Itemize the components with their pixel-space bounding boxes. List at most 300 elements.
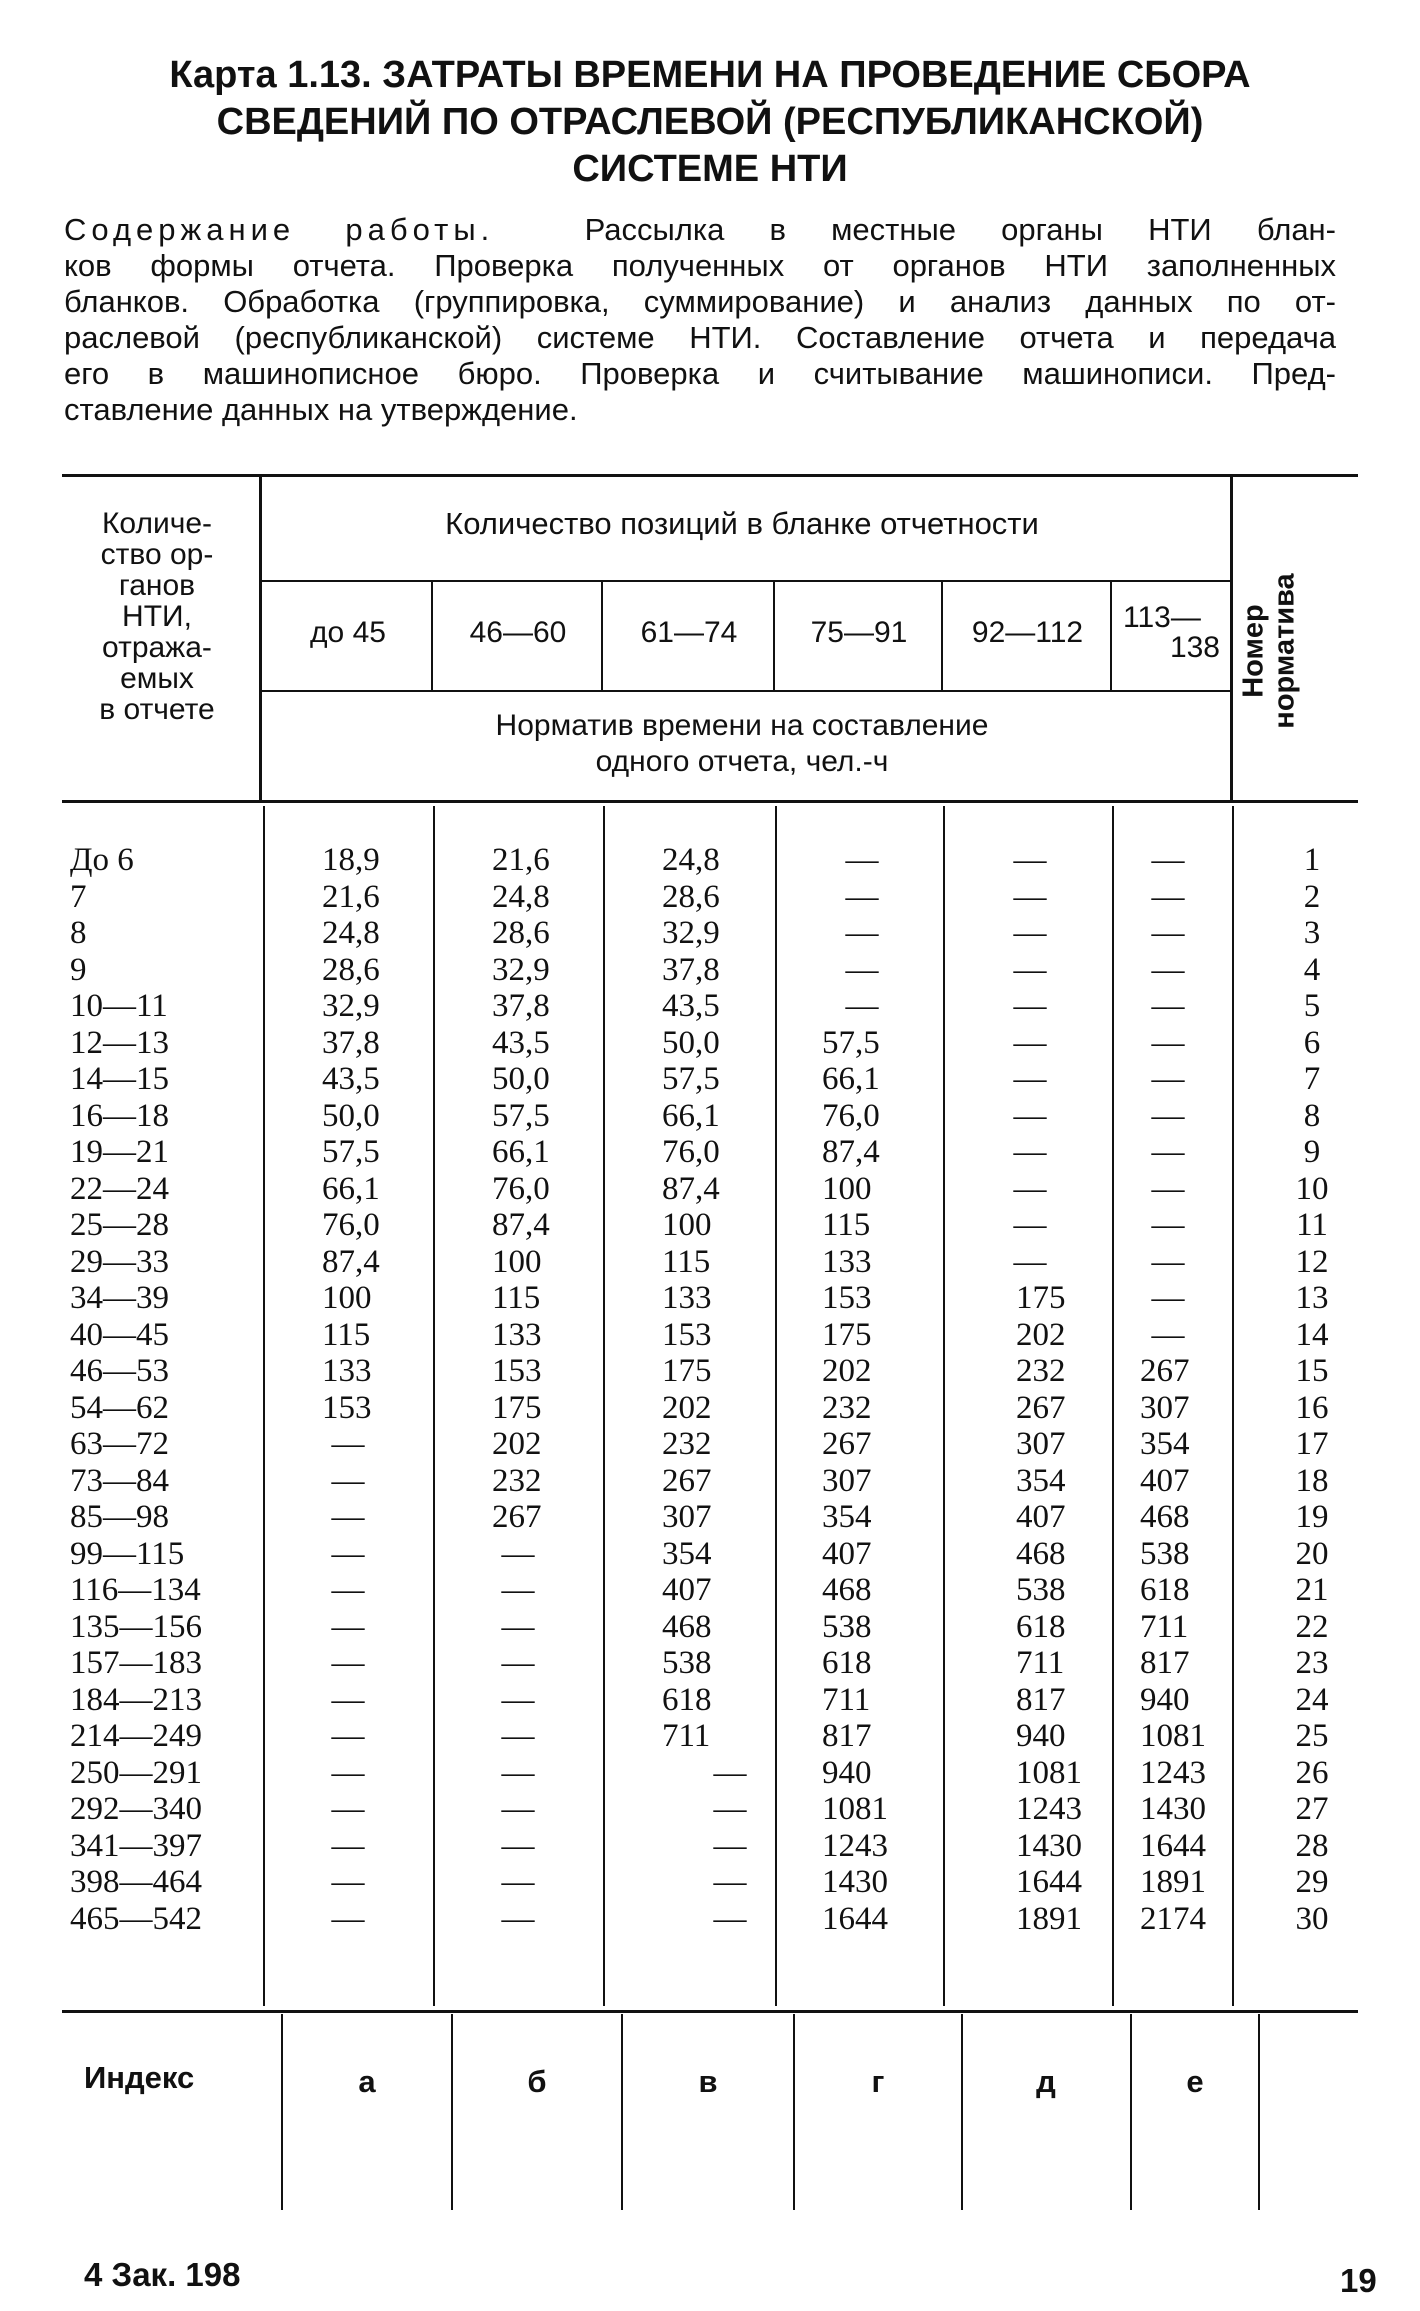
table-row: [0, 1499, 1420, 1536]
print-order-note: 4 Зак. 198: [84, 2256, 241, 2293]
row-label: 54—62: [70, 1389, 169, 1426]
cell-b: 50,0: [492, 1061, 550, 1097]
index-a: а: [358, 2064, 376, 2099]
table-row: [0, 1390, 1420, 1427]
table-row: [0, 1901, 1420, 1938]
cell-d: —: [1013, 988, 1047, 1024]
cell-g: 232: [822, 1389, 872, 1426]
table-row: [0, 1061, 1420, 1098]
cell-b: 100: [492, 1243, 542, 1280]
norm-number: 30: [1295, 1900, 1329, 1937]
cell-g: 115: [822, 1207, 871, 1243]
cell-v: 115: [662, 1243, 711, 1280]
cell-b: 43,5: [492, 1024, 550, 1061]
cell-e: 940: [1140, 1681, 1190, 1718]
cell-b: —: [501, 1608, 535, 1645]
cell-b: 115: [492, 1280, 541, 1316]
row-label: 25—28: [70, 1207, 169, 1243]
row-label: До 6: [70, 842, 134, 878]
table-row: [0, 915, 1420, 952]
header-norm-line-1: Норматив времени на составление: [495, 709, 989, 742]
row-label: 22—24: [70, 1170, 169, 1207]
table-row: [0, 1171, 1420, 1208]
cell-d: —: [1013, 1061, 1047, 1097]
row-label: 184—213: [70, 1681, 202, 1718]
row-label: 46—53: [70, 1353, 169, 1389]
column-header-a: [264, 590, 432, 676]
cell-v: 100: [662, 1207, 712, 1243]
cell-d: —: [1013, 1243, 1047, 1280]
cell-a: —: [331, 1827, 365, 1864]
table-row: [0, 988, 1420, 1025]
cell-e: —: [1151, 988, 1185, 1024]
norm-number: 15: [1295, 1353, 1329, 1389]
cell-g: 711: [822, 1681, 871, 1718]
cell-b: 267: [492, 1499, 542, 1535]
cell-v: 87,4: [662, 1170, 720, 1207]
table-row: [0, 842, 1420, 879]
cell-g: —: [845, 951, 879, 988]
cell-e: 468: [1140, 1499, 1190, 1535]
cell-d: —: [1013, 1024, 1047, 1061]
header-row-label-line: ство ор-: [100, 538, 214, 571]
cell-e: —: [1151, 1097, 1185, 1134]
table-row: [0, 1098, 1420, 1135]
cell-b: 66,1: [492, 1134, 550, 1170]
table-row: [0, 1353, 1420, 1390]
cell-g: 153: [822, 1280, 872, 1316]
column-header-g: [776, 590, 942, 676]
cell-b: 76,0: [492, 1170, 550, 1207]
intro-line-4: раслевой (республиканской) системе НТИ. Составление отчета и передача: [64, 320, 1336, 355]
table-row: [0, 952, 1420, 989]
cell-e: —: [1151, 1243, 1185, 1280]
header-norm-line-2: одного отчета, чел.-ч: [595, 745, 889, 778]
cell-e: 538: [1140, 1535, 1190, 1572]
cell-d: 1430: [1016, 1827, 1082, 1864]
index-g: г: [871, 2064, 885, 2099]
cell-g: 202: [822, 1353, 872, 1389]
cell-b: 175: [492, 1389, 542, 1426]
norm-number: 27: [1295, 1791, 1329, 1827]
cell-v: —: [713, 1827, 747, 1864]
row-label: 99—115: [70, 1535, 185, 1572]
cell-v: —: [713, 1791, 747, 1827]
index-vrule-2: [621, 2014, 623, 2210]
table-row: [0, 1755, 1420, 1792]
cell-d: 618: [1016, 1608, 1066, 1645]
cell-d: —: [1013, 1170, 1047, 1207]
cell-d: 1243: [1016, 1791, 1082, 1827]
norm-number: 11: [1296, 1207, 1328, 1243]
cell-d: —: [1013, 1097, 1047, 1134]
cell-g: 407: [822, 1535, 872, 1572]
row-label: 14—15: [70, 1061, 169, 1097]
cell-d: 354: [1016, 1462, 1066, 1499]
cell-e: —: [1151, 1024, 1185, 1061]
row-label: 465—542: [70, 1900, 202, 1937]
cell-b: 232: [492, 1462, 542, 1499]
cell-d: 202: [1016, 1316, 1066, 1353]
cell-e: 307: [1140, 1389, 1190, 1426]
cell-b: 87,4: [492, 1207, 550, 1243]
intro-lead: Содержание работы.: [64, 212, 495, 247]
cell-v: 538: [662, 1645, 712, 1681]
row-label: 63—72: [70, 1426, 169, 1462]
column-header-text: 92—112: [971, 616, 1084, 649]
cell-a: —: [331, 1499, 365, 1535]
cell-d: —: [1013, 878, 1047, 915]
cell-d: 711: [1016, 1645, 1065, 1681]
cell-e: —: [1151, 878, 1185, 915]
cell-g: 618: [822, 1645, 872, 1681]
title-line-2: СВЕДЕНИЙ ПО ОТРАСЛЕВОЙ (РЕСПУБЛИКАНСКОЙ): [216, 101, 1204, 143]
cell-v: 66,1: [662, 1097, 720, 1134]
cell-e: 817: [1140, 1645, 1190, 1681]
cell-g: —: [845, 988, 879, 1024]
header-positions-count: Количество позиций в бланке отчетности: [445, 506, 1039, 541]
header-norm-number: [1232, 506, 1308, 796]
cell-a: —: [331, 1718, 365, 1754]
cell-v: 618: [662, 1681, 712, 1718]
cell-d: 175: [1016, 1280, 1066, 1316]
cell-g: 1081: [822, 1791, 888, 1827]
cell-g: 468: [822, 1572, 872, 1608]
cell-b: 21,6: [492, 842, 550, 878]
cell-d: 407: [1016, 1499, 1066, 1535]
cell-v: 407: [662, 1572, 712, 1608]
norm-number: 18: [1295, 1462, 1329, 1499]
page-number: 19: [1340, 2262, 1377, 2299]
cell-a: 43,5: [322, 1061, 380, 1097]
cell-v: 202: [662, 1389, 712, 1426]
row-label: 7: [70, 878, 87, 915]
cell-b: —: [501, 1864, 535, 1900]
index-vrule-6: [1258, 2014, 1260, 2210]
cell-a: 24,8: [322, 915, 380, 951]
norm-number: 19: [1295, 1499, 1329, 1535]
table-row: [0, 1718, 1420, 1755]
card-title: [100, 52, 1320, 193]
norm-number: 22: [1295, 1608, 1329, 1645]
cell-g: 940: [822, 1754, 872, 1791]
row-label: 40—45: [70, 1316, 169, 1353]
index-vrule-4: [961, 2014, 963, 2210]
column-header-b: [434, 590, 602, 676]
index-top-rule: [62, 2010, 1358, 2013]
cell-e: 407: [1140, 1462, 1190, 1499]
cell-e: 1891: [1140, 1864, 1206, 1900]
header-norm-label: [262, 708, 1222, 780]
table-row: [0, 1244, 1420, 1281]
norm-number: 9: [1303, 1134, 1321, 1170]
table-row: [0, 1536, 1420, 1573]
intro-line-3: бланков. Обработка (группировка, суммирование) и анализ данных по от-: [64, 284, 1336, 319]
cell-d: 1891: [1016, 1900, 1082, 1937]
row-label: 116—134: [70, 1572, 201, 1608]
table-row: [0, 1828, 1420, 1865]
cell-v: 711: [662, 1718, 711, 1754]
header-row-label: [62, 508, 252, 725]
cell-d: 1081: [1016, 1754, 1082, 1791]
cell-e: 711: [1140, 1608, 1189, 1645]
work-content-paragraph: [64, 212, 1336, 428]
index-e: е: [1186, 2064, 1204, 2099]
table-row: [0, 1025, 1420, 1062]
table-row: [0, 1682, 1420, 1719]
row-label: 292—340: [70, 1791, 202, 1827]
cell-a: 76,0: [322, 1207, 380, 1243]
index-b: б: [527, 2064, 547, 2099]
row-label: 73—84: [70, 1462, 169, 1499]
cell-g: 267: [822, 1426, 872, 1462]
cell-b: —: [501, 1827, 535, 1864]
cell-v: —: [713, 1900, 747, 1937]
cell-a: —: [331, 1535, 365, 1572]
cell-a: —: [331, 1645, 365, 1681]
row-label: 250—291: [70, 1754, 202, 1791]
cell-v: 175: [662, 1353, 712, 1389]
cell-a: —: [331, 1462, 365, 1499]
cell-v: 267: [662, 1462, 712, 1499]
cell-d: 307: [1016, 1426, 1066, 1462]
table-row: [0, 1426, 1420, 1463]
cell-e: —: [1151, 1280, 1185, 1316]
index-vrule-3: [793, 2014, 795, 2210]
cell-a: 87,4: [322, 1243, 380, 1280]
norm-number: 21: [1295, 1572, 1329, 1608]
cell-b: —: [501, 1718, 535, 1754]
norm-number: 12: [1295, 1243, 1329, 1280]
cell-g: —: [845, 842, 879, 878]
cell-b: 24,8: [492, 878, 550, 915]
cell-b: —: [501, 1681, 535, 1718]
column-header-text: 75—91: [810, 616, 908, 649]
index-vrule-1: [451, 2014, 453, 2210]
header-row-label-line: ганов: [118, 569, 196, 602]
norm-number: 23: [1295, 1645, 1329, 1681]
title-line-1: Карта 1.13. ЗАТРАТЫ ВРЕМЕНИ НА ПРОВЕДЕНИЕ СБОРА: [169, 54, 1251, 96]
cell-v: 28,6: [662, 878, 720, 915]
table-row: [0, 1572, 1420, 1609]
table-row: [0, 1463, 1420, 1500]
cell-e: —: [1151, 1134, 1185, 1170]
column-header-text: до 45: [310, 616, 386, 649]
norm-number: 4: [1303, 951, 1321, 988]
row-label: 9: [70, 951, 87, 988]
index-d: д: [1036, 2064, 1056, 2099]
row-label: 34—39: [70, 1280, 169, 1316]
norm-number: 16: [1295, 1389, 1329, 1426]
cell-g: —: [845, 878, 879, 915]
cell-a: 18,9: [322, 842, 380, 878]
norm-number: 5: [1303, 988, 1321, 1024]
norm-number: 2: [1303, 878, 1321, 915]
intro-line-6: ставление данных на утверждение.: [64, 392, 578, 427]
norm-number: 24: [1295, 1681, 1329, 1718]
cell-v: 232: [662, 1426, 712, 1462]
intro-line-2: ков формы отчета. Проверка полученных от органов НТИ заполненных: [64, 248, 1336, 283]
column-header-d: [944, 590, 1111, 676]
cell-v: 57,5: [662, 1061, 720, 1097]
cell-v: —: [713, 1754, 747, 1791]
column-header-v: [604, 590, 774, 676]
cell-v: 468: [662, 1608, 712, 1645]
header-top-divider: [262, 580, 1232, 582]
header-row-label-line: Количе-: [101, 507, 213, 540]
cell-b: 28,6: [492, 915, 550, 951]
index-vrule-5: [1130, 2014, 1132, 2210]
norm-number: 25: [1295, 1718, 1329, 1754]
cell-v: 354: [662, 1535, 712, 1572]
table-row: [0, 1791, 1420, 1828]
cell-g: 1430: [822, 1864, 888, 1900]
norm-number: 6: [1303, 1024, 1321, 1061]
table-top-rule: [62, 474, 1358, 477]
norm-number: 28: [1295, 1827, 1329, 1864]
column-header-e-line-2: 138: [1169, 631, 1220, 664]
cell-g: 1243: [822, 1827, 888, 1864]
row-label: 29—33: [70, 1243, 169, 1280]
cell-g: 87,4: [822, 1134, 880, 1170]
row-label: 135—156: [70, 1608, 202, 1645]
cell-g: 57,5: [822, 1024, 880, 1061]
cell-a: 100: [322, 1280, 372, 1316]
cell-a: 28,6: [322, 951, 380, 988]
index-vrule-label: [281, 2014, 283, 2210]
cell-d: 817: [1016, 1681, 1066, 1718]
header-norm-number-rotated: [1239, 573, 1301, 728]
row-label: 341—397: [70, 1827, 202, 1864]
cell-d: 940: [1016, 1718, 1066, 1754]
norm-number: 29: [1295, 1864, 1329, 1900]
column-header-e-line-1: 113—: [1123, 601, 1201, 634]
cell-a: —: [331, 1426, 365, 1462]
cell-d: —: [1013, 951, 1047, 988]
cell-d: —: [1013, 842, 1047, 878]
cell-e: 618: [1140, 1572, 1190, 1608]
cell-g: 538: [822, 1608, 872, 1645]
cell-b: 133: [492, 1316, 542, 1353]
header-number-line-2: норматива: [1269, 573, 1301, 729]
cell-a: —: [331, 1572, 365, 1608]
cell-v: 76,0: [662, 1134, 720, 1170]
row-label: 12—13: [70, 1024, 169, 1061]
cell-d: 538: [1016, 1572, 1066, 1608]
norm-number: 26: [1295, 1754, 1329, 1791]
cell-v: 50,0: [662, 1024, 720, 1061]
cell-a: 115: [322, 1316, 371, 1353]
table-row: [0, 1207, 1420, 1244]
cell-g: 1644: [822, 1900, 888, 1937]
cell-g: 175: [822, 1316, 872, 1353]
header-number-line-1: Номер: [1238, 604, 1270, 698]
header-row-label-line: емых: [120, 662, 194, 695]
index-v: в: [698, 2064, 718, 2099]
title-line-3: СИСТЕМЕ НТИ: [572, 148, 848, 190]
cell-e: —: [1151, 1207, 1185, 1243]
row-label: 8: [70, 915, 87, 951]
row-label: 214—249: [70, 1718, 202, 1754]
cell-d: 232: [1016, 1353, 1066, 1389]
cell-e: 354: [1140, 1426, 1190, 1462]
cell-b: 202: [492, 1426, 542, 1462]
cell-d: 468: [1016, 1535, 1066, 1572]
cell-v: 153: [662, 1316, 712, 1353]
cell-d: —: [1013, 915, 1047, 951]
header-row-label-line: в отчете: [99, 693, 215, 726]
cell-v: —: [713, 1864, 747, 1900]
norm-number: 14: [1295, 1316, 1329, 1353]
cell-d: 1644: [1016, 1864, 1082, 1900]
row-label: 10—11: [70, 988, 168, 1024]
header-mid-divider: [262, 690, 1232, 692]
cell-e: 1430: [1140, 1791, 1206, 1827]
cell-b: —: [501, 1645, 535, 1681]
header-row-label-line: НТИ,: [122, 600, 192, 633]
norm-number: 20: [1295, 1535, 1329, 1572]
cell-a: —: [331, 1791, 365, 1827]
norm-number: 3: [1303, 915, 1321, 951]
table-row: [0, 1609, 1420, 1646]
cell-b: —: [501, 1900, 535, 1937]
intro-line-1: [64, 212, 1336, 248]
table-row: [0, 1280, 1420, 1317]
cell-g: 76,0: [822, 1097, 880, 1134]
cell-a: 37,8: [322, 1024, 380, 1061]
cell-a: 32,9: [322, 988, 380, 1024]
cell-v: 133: [662, 1280, 712, 1316]
row-label: 85—98: [70, 1499, 169, 1535]
intro-line-5: его в машинописное бюро. Проверка и считывание машинописи. Пред-: [64, 356, 1336, 391]
row-label: 19—21: [70, 1134, 169, 1170]
table-row: [0, 879, 1420, 916]
cell-e: 1644: [1140, 1827, 1206, 1864]
cell-e: —: [1151, 842, 1185, 878]
cell-g: 354: [822, 1499, 872, 1535]
cell-e: 1081: [1140, 1718, 1206, 1754]
cell-g: 66,1: [822, 1061, 880, 1097]
cell-e: —: [1151, 915, 1185, 951]
norm-number: 1: [1303, 842, 1321, 878]
cell-b: —: [501, 1535, 535, 1572]
cell-g: —: [845, 915, 879, 951]
cell-e: —: [1151, 951, 1185, 988]
cell-a: —: [331, 1681, 365, 1718]
cell-b: —: [501, 1791, 535, 1827]
table-row: [0, 1864, 1420, 1901]
cell-v: 37,8: [662, 951, 720, 988]
row-label: 16—18: [70, 1097, 169, 1134]
cell-g: 817: [822, 1718, 872, 1754]
table-row: [0, 1134, 1420, 1171]
header-row-label-line: отража-: [102, 631, 212, 664]
cell-a: 50,0: [322, 1097, 380, 1134]
cell-b: 153: [492, 1353, 542, 1389]
cell-d: —: [1013, 1207, 1047, 1243]
header-bottom-rule: [62, 800, 1358, 803]
cell-a: —: [331, 1900, 365, 1937]
cell-g: 307: [822, 1462, 872, 1499]
norm-number: 10: [1295, 1170, 1329, 1207]
table-row: [0, 1317, 1420, 1354]
cell-b: 57,5: [492, 1097, 550, 1134]
cell-e: —: [1151, 1170, 1185, 1207]
cell-d: —: [1013, 1134, 1047, 1170]
cell-a: 153: [322, 1389, 372, 1426]
row-label: 398—464: [70, 1864, 202, 1900]
norm-number: 13: [1295, 1280, 1329, 1316]
